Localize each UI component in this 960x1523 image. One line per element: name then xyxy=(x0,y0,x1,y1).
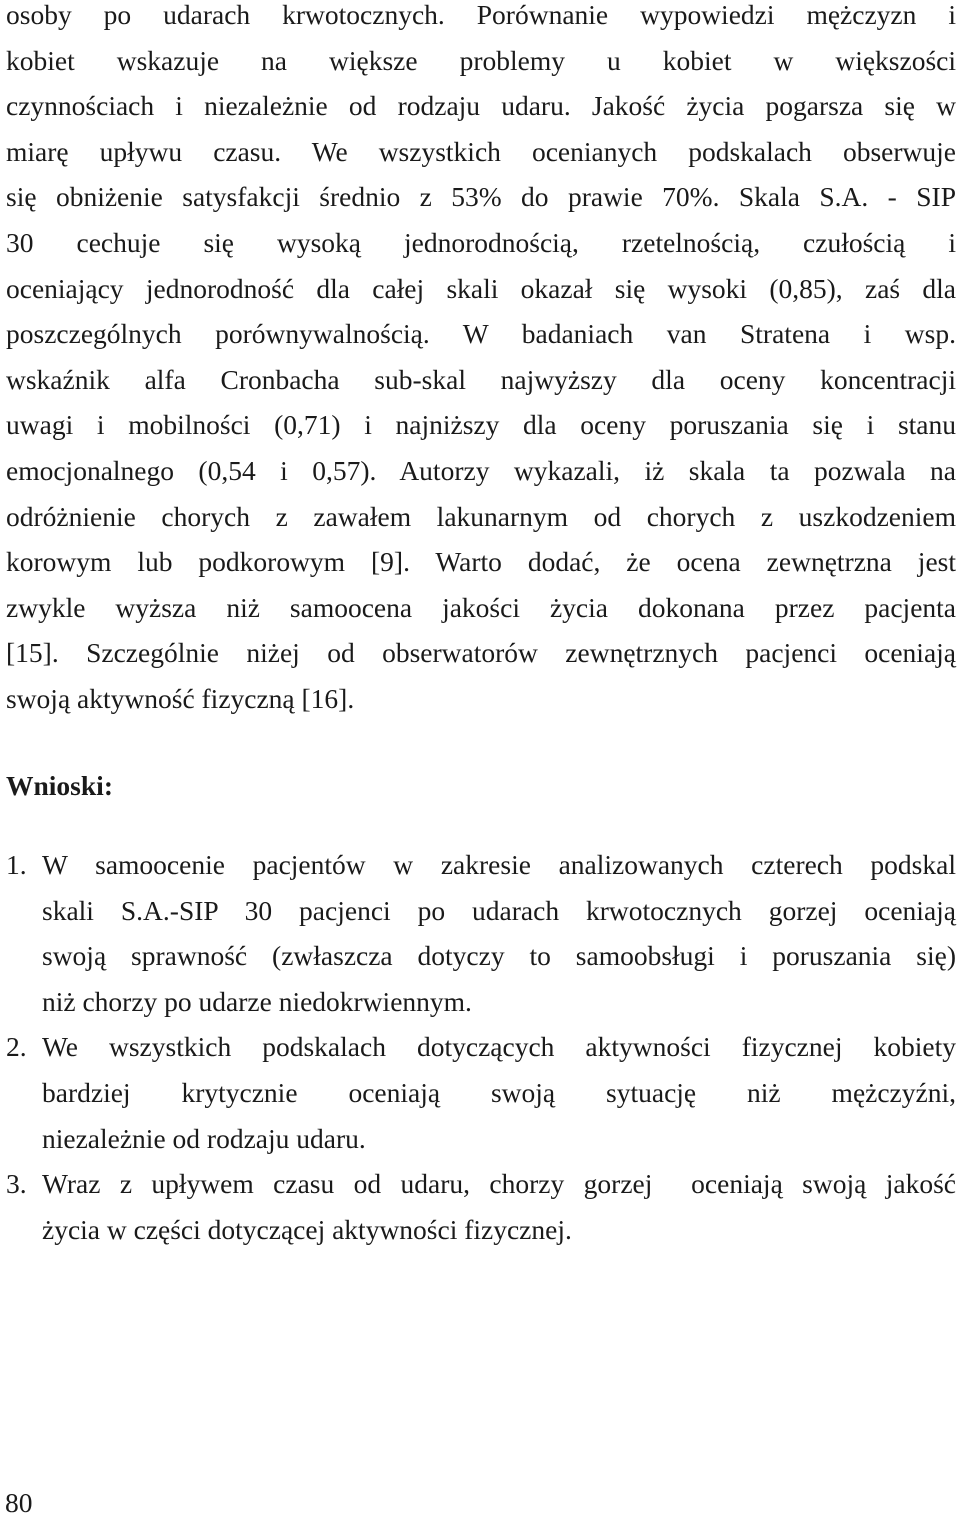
conclusion-line: niezależnie od rodzaju udaru. xyxy=(42,1122,366,1154)
page-number: 80 xyxy=(5,1487,33,1518)
body-line: czynnościach i niezależnie od rodzaju udaru. Jakość życia pogarsza się w xyxy=(6,90,956,122)
conclusion-number: 2. xyxy=(6,1031,27,1063)
body-line: uwagi i mobilności (0,71) i najniższy dla oceny poruszania się i stanu xyxy=(6,409,956,441)
body-line: osoby po udarach krwotocznych. Porównanie wypowiedzi mężczyzn i xyxy=(6,0,956,30)
conclusion-line: niż chorzy po udarze niedokrwiennym. xyxy=(42,985,472,1017)
conclusion-line: W samoocenie pacjentów w zakresie analizowanych czterech podskal xyxy=(42,849,956,880)
conclusion-item xyxy=(6,842,956,1024)
body-paragraph xyxy=(6,0,956,722)
body-line: się obniżenie satysfakcji średnio z 53% do prawie 70%. Skala S.A. - SIP xyxy=(6,181,956,213)
body-line: odróżnienie chorych z zawałem lakunarnym od chorych z uszkodzeniem xyxy=(6,500,956,532)
body-line: miarę upływu czasu. We wszystkich ocenianych podskalach obserwuje xyxy=(6,135,956,167)
conclusion-line: We wszystkich podskalach dotyczących aktywności fizycznej kobiety xyxy=(42,1031,956,1063)
body-line: korowym lub podkorowym [9]. Warto dodać, że ocena zewnętrzna jest xyxy=(6,546,956,578)
body-line: [15]. Szczególnie niżej od obserwatorów zewnętrznych pacjenci oceniają xyxy=(6,637,956,669)
conclusion-number: 1. xyxy=(6,849,27,880)
conclusion-line: swoją sprawność (zwłaszcza dotyczy to samoobsługi i poruszania się) xyxy=(42,940,956,972)
body-line: zwykle wyższa niż samoocena jakości życia dokonana przez pacjenta xyxy=(6,591,956,623)
body-line: 30 cechuje się wysoką jednorodnością, rzetelnością, czułością i xyxy=(6,226,956,258)
body-line: poszczególnych porównywalnością. W badaniach van Stratena i wsp. xyxy=(6,318,956,350)
body-line: wskaźnik alfa Cronbacha sub-skal najwyższy dla oceny koncentracji xyxy=(6,363,956,395)
conclusions-list xyxy=(6,842,956,1252)
conclusion-line: skali S.A.-SIP 30 pacjenci po udarach krwotocznych gorzej oceniają xyxy=(42,894,956,926)
body-line: oceniający jednorodność dla całej skali okazał się wysoki (0,85), zaś dla xyxy=(6,272,956,304)
body-line: kobiet wskazuje na większe problemy u kobiet w większości xyxy=(6,44,956,76)
conclusion-line: życia w części dotyczącej aktywności fizycznej. xyxy=(42,1213,572,1245)
conclusions-heading: Wnioski: xyxy=(6,770,113,801)
conclusion-line: Wraz z upływem czasu od udaru, chorzy gorzej oceniają swoją jakość xyxy=(42,1168,956,1200)
conclusion-item xyxy=(6,1161,956,1252)
conclusion-line: bardziej krytycznie oceniają swoją sytuację niż mężczyźni, xyxy=(42,1076,956,1108)
conclusion-number: 3. xyxy=(6,1168,27,1200)
conclusion-item xyxy=(6,1024,956,1161)
body-line: swoją aktywność fizyczną [16]. xyxy=(6,682,355,714)
body-line: emocjonalnego (0,54 i 0,57). Autorzy wykazali, iż skala ta pozwala na xyxy=(6,454,956,486)
